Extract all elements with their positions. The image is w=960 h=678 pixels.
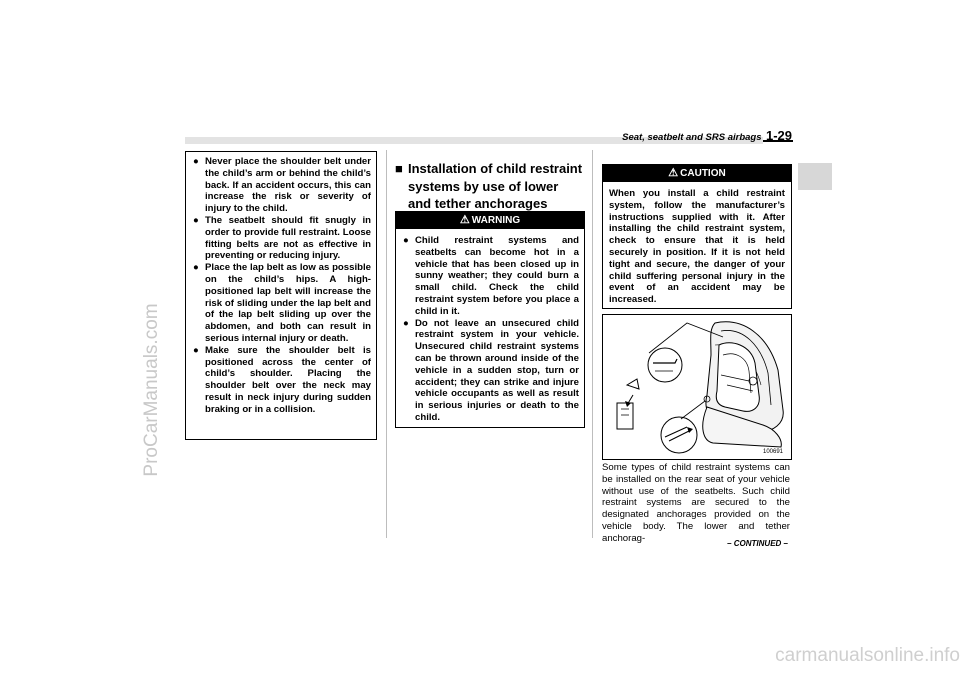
- figure-id: 100691: [763, 449, 784, 455]
- heading-marker: ■: [395, 161, 403, 176]
- list-item: ● Do not leave an unsecured child restraint system in your vehicle. Unsecured child restraint systems can be thrown around inside of the vehicle in a sudden stop, turn or accident; they can strike and injure vehicle occupants as well as result in serious injuries or death to the child.: [403, 317, 579, 423]
- column-divider-2: [592, 150, 593, 538]
- section-title: Seat, seatbelt and SRS airbags: [622, 132, 762, 143]
- section-tab: [798, 163, 832, 190]
- caution-text: When you install a child restraint system, follow the manufacturer’s instructions supplied with it. After installing the child restraint system, check to ensure that it is held securely in position. If it is not held tight and secure, the danger of your child suffering personal injury in the event of an accident may be increased.: [609, 188, 785, 306]
- left-caution-box: [185, 151, 377, 440]
- left-bullet-list: [186, 152, 376, 416]
- heading-text: Installation of child restraint systems by use of lower and tether anchorages: [408, 161, 583, 211]
- side-watermark-text: ProCarManuals.com: [141, 303, 162, 477]
- warning-box: [395, 211, 585, 428]
- page-header: [560, 127, 792, 145]
- caution-banner: [603, 165, 791, 182]
- side-watermark: [137, 200, 167, 580]
- continued-marker: – CONTINUED –: [727, 539, 788, 548]
- body-paragraph: Some types of child restraint systems can be installed on the rear seat of your vehicle without use of the seatbelts. Such child restraint systems are secured to the designated anchorages provided on the vehicle body. The lower and tether anchorag-: [602, 462, 790, 544]
- warning-triangle-icon: ⚠: [459, 214, 470, 226]
- list-item: ● Make sure the shoulder belt is positioned across the center of child’s shoulder. Placing the shoulder belt over the neck may result in neck injury during sudden braking or in a collision.: [193, 344, 371, 415]
- warning-label: WARNING: [471, 215, 521, 226]
- caution-triangle-icon: ⚠: [668, 167, 679, 179]
- list-item: ● Child restraint systems and seatbelts can become hot in a vehicle that has been closed up in sunny weather; they could burn a small child. Check the child restraint system before you place a child in it.: [403, 235, 579, 317]
- warning-list: [396, 229, 584, 424]
- warning-banner: [396, 212, 584, 229]
- child-seat-figure: [602, 314, 792, 460]
- caution-label: CAUTION: [680, 168, 726, 179]
- list-item: ● Never place the shoulder belt under the child’s arm or behind the child’s back. If an accident occurs, this can increase the risk or severity of injury to the child.: [193, 156, 371, 215]
- caution-box: [602, 164, 792, 309]
- list-item: ● Place the lap belt as low as possible on the child’s hips. A high-positioned lap belt will increase the risk of sliding under the lap belt and of the lap belt sliding up over the abdomen, and both can result in serious internal injury or death.: [193, 262, 371, 344]
- list-item: ● The seatbelt should fit snugly in order to provide full restraint. Loose fitting belts are not as effective in preventing or reducing injury.: [193, 214, 371, 262]
- bottom-watermark: carmanualsonline.info: [775, 645, 960, 666]
- page-number: 1-29: [765, 128, 792, 143]
- column-divider-1: [386, 150, 387, 538]
- child-seat-illustration: [603, 315, 791, 459]
